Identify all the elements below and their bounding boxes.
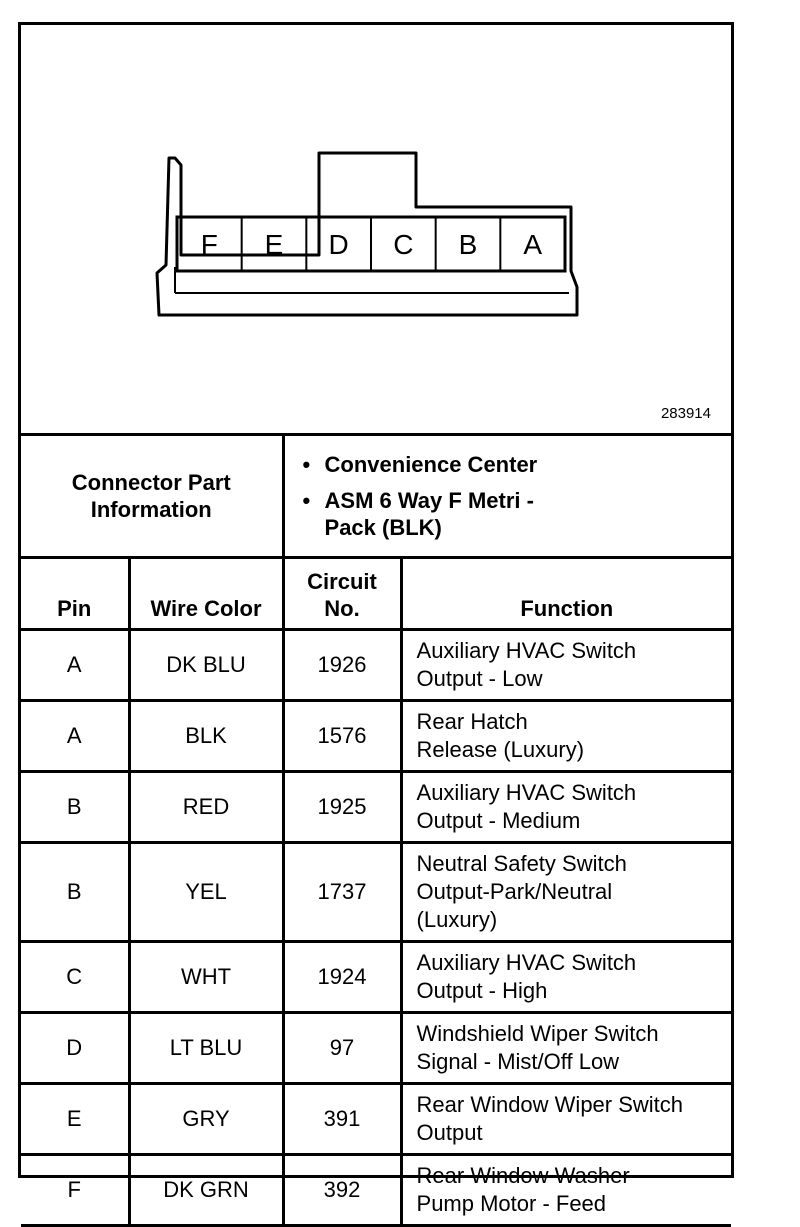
wire-color-cell: RED bbox=[129, 772, 283, 843]
function-line: (Luxury) bbox=[416, 907, 498, 932]
function-line: Output - Medium bbox=[416, 808, 581, 833]
table-row bbox=[21, 843, 731, 942]
function-line: Release (Luxury) bbox=[416, 737, 585, 762]
wire-color-cell: DK BLU bbox=[129, 630, 283, 701]
function-line: Rear Hatch bbox=[416, 709, 528, 734]
function-line: Output - High bbox=[416, 978, 548, 1003]
connector-info-item: • Convenience Center bbox=[325, 451, 732, 478]
function-line: Neutral Safety Switch bbox=[416, 851, 627, 876]
function-cell bbox=[401, 630, 731, 701]
circuit-cell: 1925 bbox=[283, 772, 401, 843]
table-row bbox=[21, 630, 731, 701]
function-line: Rear Window Washer bbox=[416, 1163, 630, 1188]
function-line: Rear Window Wiper Switch bbox=[416, 1092, 684, 1117]
table-row bbox=[21, 942, 731, 1013]
wire-color-cell: WHT bbox=[129, 942, 283, 1013]
function-line: Signal - Mist/Off Low bbox=[416, 1049, 620, 1074]
circuit-cell: 1926 bbox=[283, 630, 401, 701]
wire-color-cell: GRY bbox=[129, 1084, 283, 1155]
header-circuit-no: Circuit No. bbox=[283, 558, 401, 630]
pin-cavity-label-e: E bbox=[264, 229, 284, 260]
wire-color-cell: YEL bbox=[129, 843, 283, 942]
function-line: Auxiliary HVAC Switch bbox=[416, 950, 637, 975]
function-cell bbox=[401, 701, 731, 772]
header-pin: Pin bbox=[21, 558, 129, 630]
function-cell bbox=[401, 942, 731, 1013]
wire-color-cell: DK GRN bbox=[129, 1155, 283, 1226]
pin-cavity-label-a: A bbox=[523, 229, 543, 260]
wire-color-cell: BLK bbox=[129, 701, 283, 772]
connector-info-item: • ASM 6 Way F Metri - Pack (BLK) bbox=[325, 487, 575, 541]
table-row bbox=[21, 701, 731, 772]
pin-cell: A bbox=[21, 630, 129, 701]
figure-id: 283914 bbox=[660, 405, 711, 422]
pin-cell: F bbox=[21, 1155, 129, 1226]
connector-diagram bbox=[21, 25, 731, 433]
table-row bbox=[21, 1155, 731, 1226]
pin-cell: A bbox=[21, 701, 129, 772]
circuit-cell: 1737 bbox=[283, 843, 401, 942]
function-line: Output-Park/Neutral bbox=[416, 879, 613, 904]
connector-part-information-label: Connector Part Information bbox=[21, 435, 283, 558]
function-line: Output bbox=[416, 1120, 483, 1145]
function-cell bbox=[401, 843, 731, 942]
table-row bbox=[21, 1084, 731, 1155]
circuit-cell: 1924 bbox=[283, 942, 401, 1013]
header-function: Function bbox=[401, 558, 731, 630]
function-cell bbox=[401, 1155, 731, 1226]
function-line: Auxiliary HVAC Switch bbox=[416, 638, 637, 663]
table-row bbox=[21, 1013, 731, 1084]
connector-table bbox=[21, 433, 731, 1227]
header-wire-color: Wire Color bbox=[129, 558, 283, 630]
pin-cell: B bbox=[21, 772, 129, 843]
function-cell bbox=[401, 1084, 731, 1155]
wire-color-cell: LT BLU bbox=[129, 1013, 283, 1084]
connector-part-information bbox=[283, 435, 731, 558]
function-line: Windshield Wiper Switch bbox=[416, 1021, 659, 1046]
pin-cavity-label-d: D bbox=[328, 229, 349, 260]
pin-cavity-label-b: B bbox=[458, 229, 478, 260]
function-cell bbox=[401, 1013, 731, 1084]
pin-cell: C bbox=[21, 942, 129, 1013]
function-line: Auxiliary HVAC Switch bbox=[416, 780, 637, 805]
circuit-cell: 1576 bbox=[283, 701, 401, 772]
table-row bbox=[21, 772, 731, 843]
function-line: Pump Motor - Feed bbox=[416, 1191, 607, 1216]
pin-cell: E bbox=[21, 1084, 129, 1155]
circuit-cell: 97 bbox=[283, 1013, 401, 1084]
function-cell bbox=[401, 772, 731, 843]
circuit-cell: 391 bbox=[283, 1084, 401, 1155]
function-line: Output - Low bbox=[416, 666, 543, 691]
connector-drawing bbox=[21, 25, 731, 433]
connector-body-outline bbox=[157, 153, 577, 315]
pin-cavity-label-f: F bbox=[200, 229, 218, 260]
pin-cavity-label-c: C bbox=[393, 229, 414, 260]
connector-frame bbox=[18, 22, 734, 1216]
pin-cell: B bbox=[21, 843, 129, 942]
pin-cell: D bbox=[21, 1013, 129, 1084]
circuit-cell: 392 bbox=[283, 1155, 401, 1226]
